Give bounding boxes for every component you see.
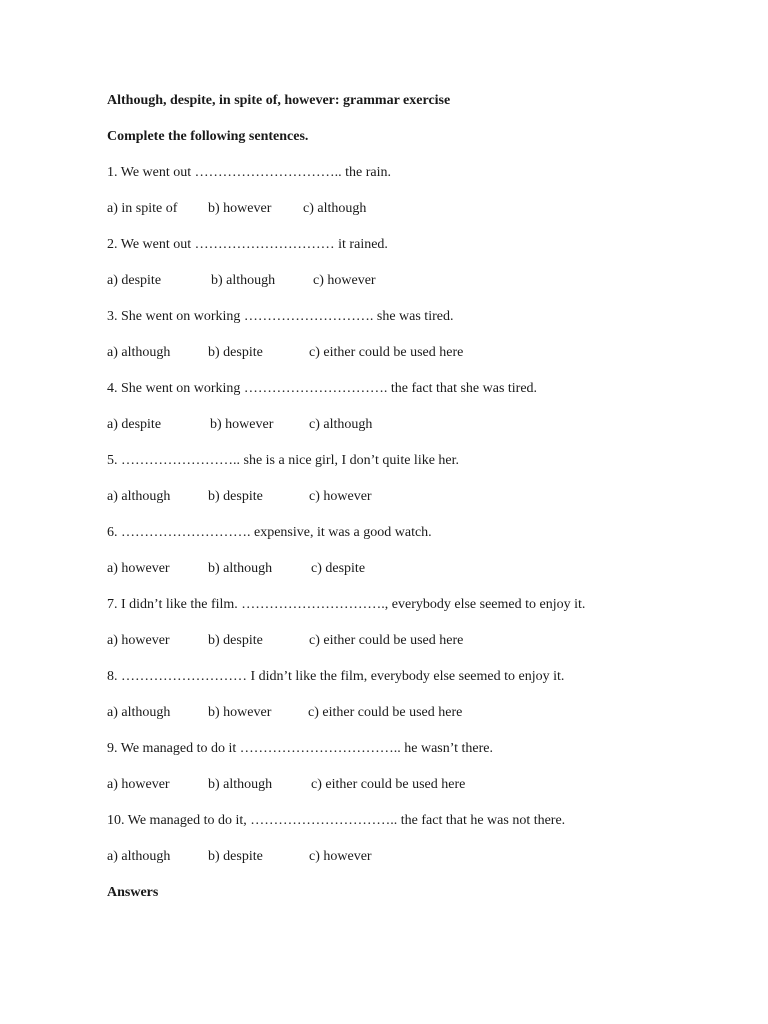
q2-option-c: c) however — [313, 273, 376, 288]
q4-option-c: c) although — [309, 417, 373, 432]
q8-option-c: c) either could be used here — [308, 705, 463, 720]
q8-option-a: a) although — [107, 705, 171, 720]
q5-option-a: a) although — [107, 489, 171, 504]
question-2: 2. We went out ………………………… it rained. — [107, 237, 388, 252]
q9-option-c: c) either could be used here — [311, 777, 466, 792]
question-5: 5. …………………….. she is a nice girl, I don’t quite like her. — [107, 453, 460, 468]
question-10: 10. We managed to do it, ………………………….. the fact that he was not there. — [107, 813, 566, 828]
q3-option-a: a) although — [107, 345, 171, 360]
q1-option-a: a) in spite of — [107, 201, 178, 216]
q7-option-a: a) however — [107, 633, 170, 648]
answers-heading: Answers — [107, 885, 159, 900]
q2-option-a: a) despite — [107, 273, 162, 288]
question-9: 9. We managed to do it …………………………….. he wasn’t there. — [107, 741, 494, 756]
q9-option-a: a) however — [107, 777, 170, 792]
q4-option-b: b) however — [210, 417, 274, 432]
q3-option-c: c) either could be used here — [309, 345, 464, 360]
q8-option-b: b) however — [208, 705, 272, 720]
question-8: 8. ……………………… I didn’t like the film, everybody else seemed to enjoy it. — [107, 669, 565, 684]
instruction: Complete the following sentences. — [107, 129, 309, 144]
page-title: Although, despite, in spite of, however: grammar exercise — [107, 93, 451, 108]
q4-option-a: a) despite — [107, 417, 162, 432]
q5-option-b: b) despite — [208, 489, 263, 504]
question-1: 1. We went out ………………………….. the rain. — [107, 165, 392, 180]
q2-option-b: b) although — [211, 273, 276, 288]
question-3: 3. She went on working ………………………. she was tired. — [107, 309, 454, 324]
question-6: 6. ………………………. expensive, it was a good watch. — [107, 525, 432, 540]
q7-option-b: b) despite — [208, 633, 263, 648]
q6-option-c: c) despite — [311, 561, 366, 576]
q10-option-c: c) however — [309, 849, 372, 864]
q1-option-c: c) although — [303, 201, 367, 216]
q6-option-b: b) although — [208, 561, 273, 576]
q5-option-c: c) however — [309, 489, 372, 504]
q10-option-a: a) although — [107, 849, 171, 864]
question-7: 7. I didn’t like the film. …………………………., everybody else seemed to enjoy it. — [107, 597, 586, 612]
q6-option-a: a) however — [107, 561, 170, 576]
q9-option-b: b) although — [208, 777, 273, 792]
question-4: 4. She went on working …………………………. the fact that she was tired. — [107, 381, 538, 396]
q1-option-b: b) however — [208, 201, 272, 216]
q7-option-c: c) either could be used here — [309, 633, 464, 648]
q10-option-b: b) despite — [208, 849, 263, 864]
q3-option-b: b) despite — [208, 345, 263, 360]
